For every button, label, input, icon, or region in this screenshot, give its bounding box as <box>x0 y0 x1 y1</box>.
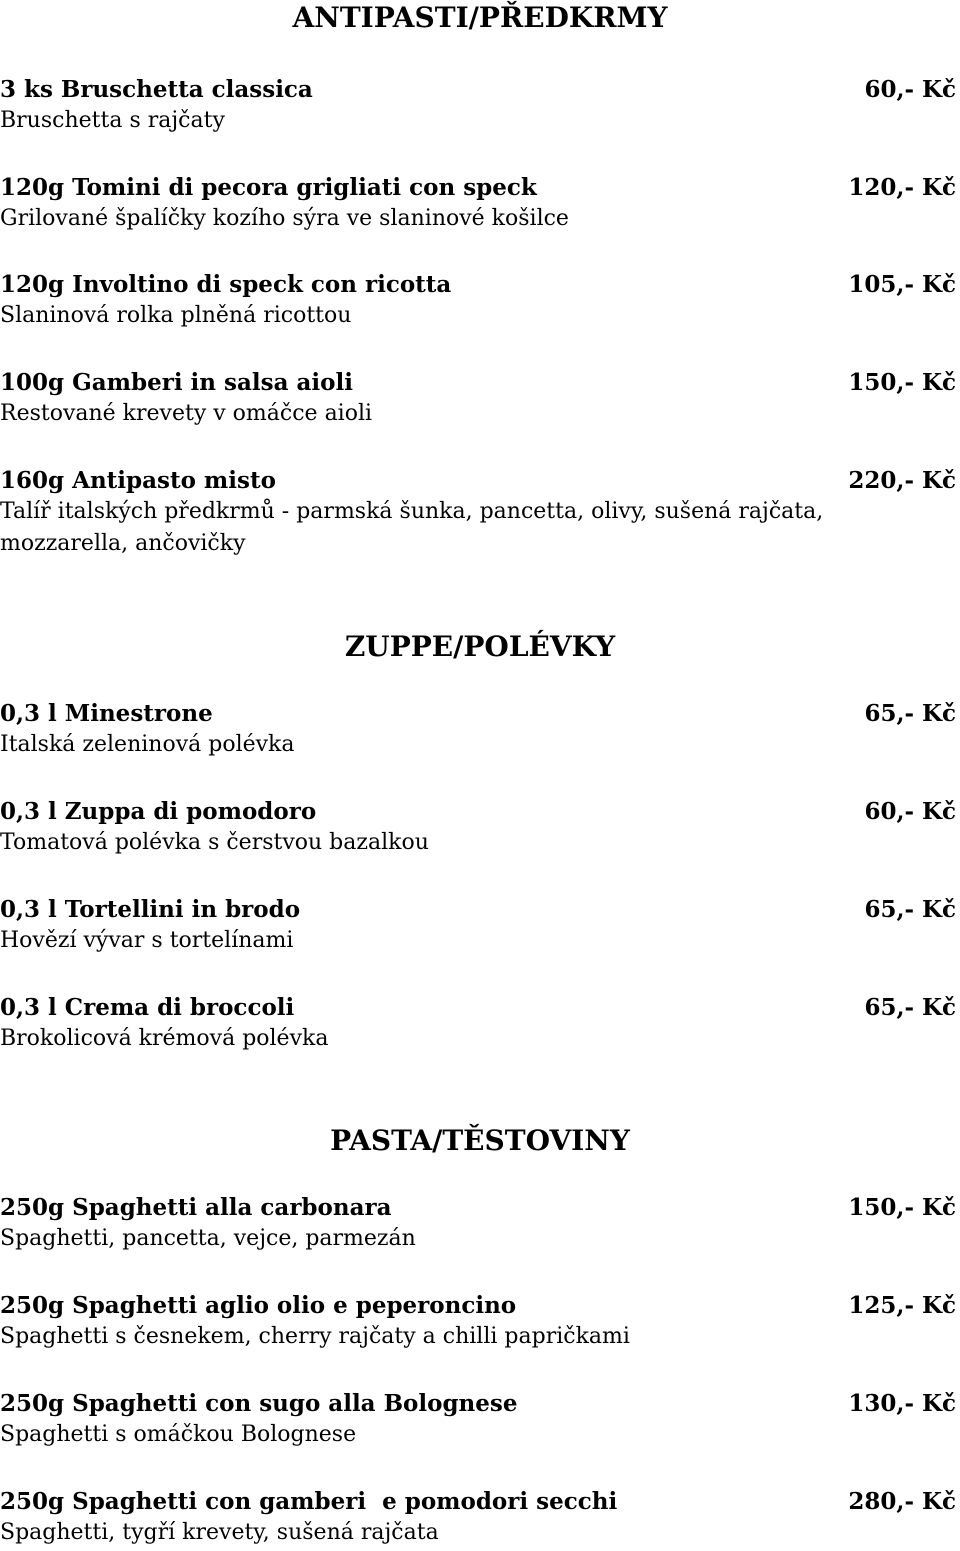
item-description: Spaghetti s omáčkou Bolognese <box>0 1422 357 1447</box>
item-price: 220,- Kč <box>848 467 956 494</box>
menu-item <box>0 697 960 761</box>
section-title-zuppe: ZUPPE/POLÉVKY <box>344 630 616 663</box>
item-price: 65,- Kč <box>864 994 956 1021</box>
item-price: 120,- Kč <box>848 174 956 201</box>
item-description: Bruschetta s rajčaty <box>0 108 225 133</box>
item-price: 65,- Kč <box>864 700 956 727</box>
item-description: Spaghetti s česnekem, cherry rajčaty a chilli papričkami <box>0 1324 630 1349</box>
item-description: Spaghetti, pancetta, vejce, parmezán <box>0 1226 416 1251</box>
item-name: 0,3 l Crema di broccoli <box>0 994 295 1021</box>
item-price: 60,- Kč <box>864 76 956 103</box>
menu-item <box>0 1191 960 1255</box>
menu-item <box>0 991 960 1055</box>
item-name: 0,3 l Tortellini in brodo <box>0 896 301 923</box>
menu-item <box>0 464 960 560</box>
item-name: 0,3 l Zuppa di pomodoro <box>0 798 317 825</box>
item-name: 0,3 l Minestrone <box>0 700 213 727</box>
menu-item <box>0 268 960 332</box>
item-name: 3 ks Bruschetta classica <box>0 76 313 103</box>
menu-item <box>0 73 960 137</box>
menu-item <box>0 366 960 430</box>
item-description: Hovězí vývar s tortelínami <box>0 928 294 953</box>
section-title-antipasti: ANTIPASTI/PŘEDKRMY <box>292 1 668 34</box>
menu-item <box>0 1485 960 1549</box>
item-description: Restované krevety v omáčce aioli <box>0 401 373 426</box>
menu-item <box>0 795 960 859</box>
item-description: Italská zeleninová polévka <box>0 732 295 757</box>
menu-item <box>0 171 960 235</box>
menu-item <box>0 1387 960 1451</box>
item-price: 130,- Kč <box>848 1390 956 1417</box>
item-description: Grilované špalíčky kozího sýra ve slaninové košilce <box>0 206 569 231</box>
item-name: 120g Involtino di speck con ricotta <box>0 271 452 298</box>
item-name: 120g Tomini di pecora grigliati con speck <box>0 174 537 201</box>
item-description: Slaninová rolka plněná ricottou <box>0 303 352 328</box>
item-name: 250g Spaghetti alla carbonara <box>0 1194 392 1221</box>
item-price: 65,- Kč <box>864 896 956 923</box>
item-price: 280,- Kč <box>848 1488 956 1515</box>
item-name: 100g Gamberi in salsa aioli <box>0 369 353 396</box>
section-title-pasta: PASTA/TĚSTOVINY <box>330 1124 630 1157</box>
item-description: Spaghetti, tygří krevety, sušená rajčata <box>0 1520 439 1545</box>
item-price: 125,- Kč <box>848 1292 956 1319</box>
item-name: 250g Spaghetti con gamberi e pomodori secchi <box>0 1488 618 1515</box>
menu-item <box>0 1289 960 1353</box>
item-price: 150,- Kč <box>848 369 956 396</box>
item-name: 250g Spaghetti con sugo alla Bolognese <box>0 1390 518 1417</box>
item-description: Brokolicová krémová polévka <box>0 1026 329 1051</box>
menu-item <box>0 893 960 957</box>
item-name: 160g Antipasto misto <box>0 467 276 494</box>
item-price: 60,- Kč <box>864 798 956 825</box>
item-price: 105,- Kč <box>848 271 956 298</box>
item-description: Tomatová polévka s čerstvou bazalkou <box>0 830 429 855</box>
item-description: Talíř italských předkrmů - parmská šunka, pancetta, olivy, sušená rajčata, mozzarella, ančovičky <box>0 499 824 556</box>
item-price: 150,- Kč <box>848 1194 956 1221</box>
item-name: 250g Spaghetti aglio olio e peperoncino <box>0 1292 517 1319</box>
